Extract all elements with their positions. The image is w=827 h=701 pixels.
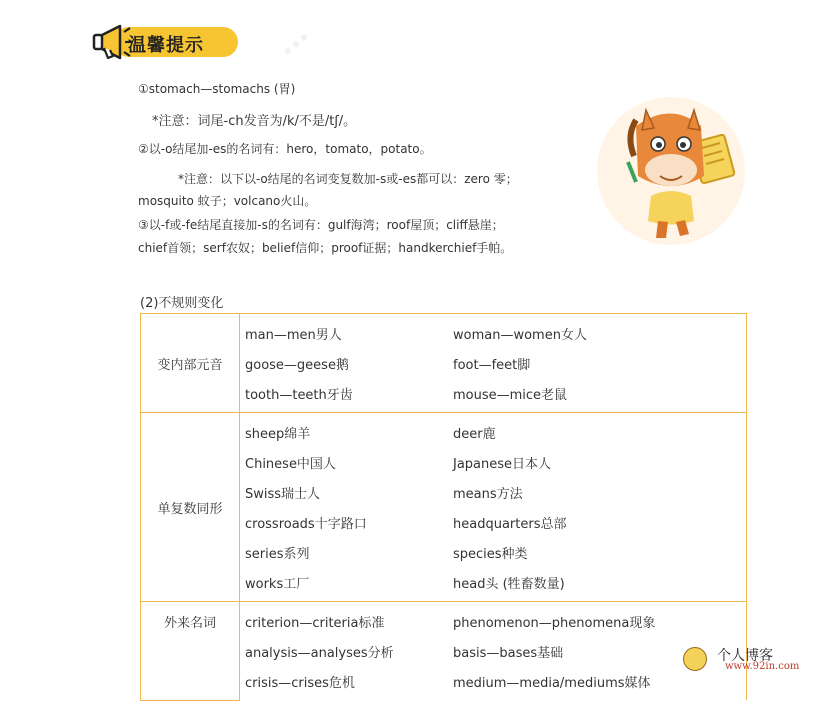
word-list-cell [240,314,747,413]
word-pair-left: sheep绵羊 [245,426,311,442]
note-line: *注意：以下以-o结尾的名词变复数加-s或-es都可以：zero 零； [178,172,518,186]
list-item [240,507,746,537]
word-list-cell [240,602,747,701]
word-pair-left: crisis—crises危机 [245,675,355,691]
site-url: www.92in.com [725,661,800,672]
site-logo[interactable] [683,645,813,673]
word-pair-left: criterion—criteria标准 [245,615,385,631]
word-pair-right: medium—media/mediums媒体 [453,675,651,691]
word-pair-left: goose—geese鹅 [245,357,349,373]
list-item [240,447,746,477]
word-pair-left: analysis—analyses分析 [245,645,394,661]
watermark: ··· [273,21,319,68]
note-line: mosquito 蚊子；volcano火山。 [138,194,317,208]
word-pair-right: mouse—mice老鼠 [453,387,568,403]
list-item [240,567,746,597]
cartoon-face-icon [683,647,707,671]
word-list-cell [240,413,747,602]
list-item [240,606,746,636]
word-pair-left: tooth—teeth牙齿 [245,387,353,403]
word-pair-right: head头 (牲畜数量) [453,576,565,592]
category-cell: 外来名词 [141,602,240,701]
word-pair-left: Swiss瑞士人 [245,486,321,502]
table-row [141,413,747,602]
list-item [240,477,746,507]
word-pair-right: deer鹿 [453,426,496,442]
category-cell: 单复数同形 [141,413,240,602]
word-pair-left: series系列 [245,546,310,562]
section-title: (2)不规则变化 [140,296,224,311]
word-pair-right: species种类 [453,546,528,562]
note-line: chief首领；serf农奴；belief信仰；proof证据；handkerchief手帕。 [138,241,513,255]
word-pair-left: works工厂 [245,576,310,592]
word-pair-right: means方法 [453,486,523,502]
word-pair-right: woman—women女人 [453,327,587,343]
word-pair-right: phenomenon—phenomena现象 [453,615,656,631]
category-cell: 变内部元音 [141,314,240,413]
word-pair-right: foot—feet脚 [453,357,531,373]
list-item [240,378,746,408]
list-item [240,666,746,696]
list-item [240,636,746,666]
note-line: ②以-o结尾加-es的名词有：hero，tomato，potato。 [138,142,432,156]
irregular-plural-table [140,313,747,701]
word-pair-right: Japanese日本人 [453,456,552,472]
tip-header [92,22,242,64]
horse-mascot-illustration [596,96,746,246]
list-item [240,348,746,378]
word-pair-left: crossroads十字路口 [245,516,367,532]
note-line: ③以-f或-fe结尾直接加-s的名词有：gulf海湾；roof屋顶；cliff悬崖； [138,218,504,232]
note-line: ①stomach—stomachs (胃) [138,82,296,96]
site-brand: 个人博客 [717,648,773,664]
table-row [141,602,747,701]
list-item [240,318,746,348]
word-pair-right: basis—bases基础 [453,645,564,661]
word-pair-left: Chinese中国人 [245,456,336,472]
word-pair-right: headquarters总部 [453,516,567,532]
list-item [240,417,746,447]
list-item [240,537,746,567]
note-line: *注意：词尾-ch发音为/k/不是/tʃ/。 [152,114,357,129]
word-pair-left: man—men男人 [245,327,342,343]
tip-title: 温馨提示 [128,35,204,56]
table-row [141,314,747,413]
